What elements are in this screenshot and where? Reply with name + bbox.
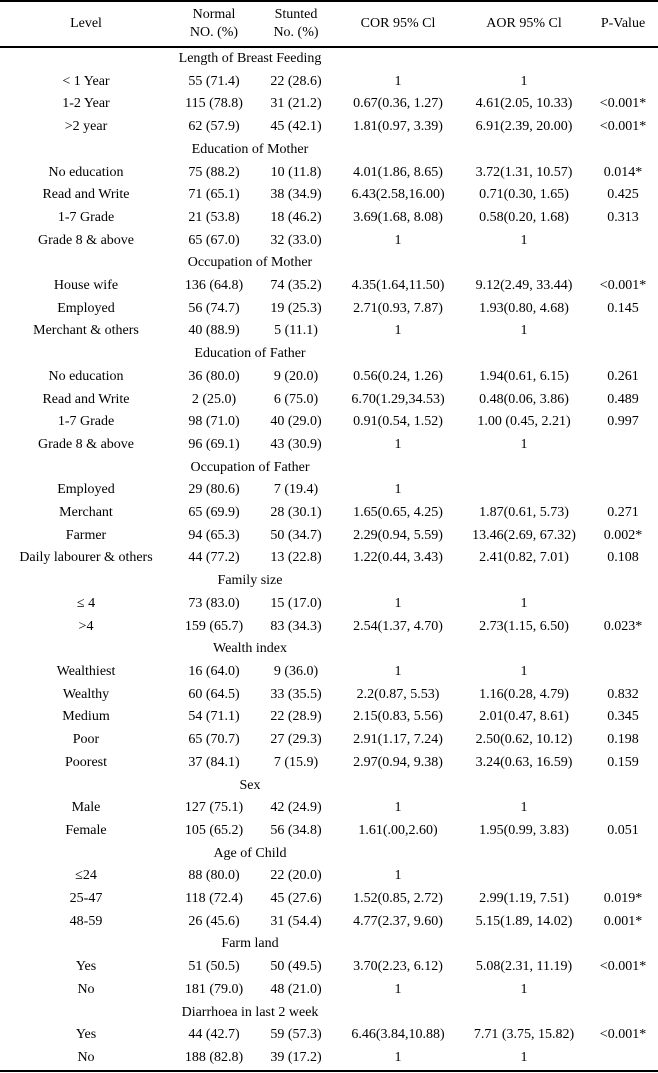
normal-count-cell: 188 (82.8) [184, 1049, 244, 1065]
table-row [0, 979, 658, 1002]
level-cell: Poorest [65, 754, 107, 770]
aor-cell: 1 [520, 73, 528, 89]
stunted-count-cell: 50 (34.7) [270, 527, 322, 543]
cor-cell: 2.29(0.94, 5.59) [353, 527, 443, 543]
normal-count-cell: 105 (65.2) [184, 822, 244, 838]
level-cell: Employed [57, 482, 115, 498]
p-value-cell: <0.001* [599, 1027, 647, 1043]
p-value-cell: 0.832 [607, 686, 639, 702]
aor-cell: 13.46(2.69, 67.32) [472, 527, 576, 543]
section-header-row [0, 457, 658, 480]
table-row [0, 888, 658, 911]
cor-cell: 2.91(1.17, 7.24) [353, 732, 443, 748]
table-row [0, 389, 658, 412]
aor-cell: 2.41(0.82, 7.01) [479, 550, 569, 566]
table-row [0, 1047, 658, 1071]
level-cell: No [77, 981, 95, 997]
stunted-count-cell: 13 (22.8) [270, 550, 322, 566]
aor-cell: 1 [520, 232, 528, 248]
cor-cell: 2.54(1.37, 4.70) [353, 618, 443, 634]
table-row [0, 479, 658, 502]
cor-cell: 0.91(0.54, 1.52) [353, 414, 443, 430]
section-header-row [0, 843, 658, 866]
level-cell: Farmer [65, 527, 107, 543]
table-row [0, 729, 658, 752]
section-header-row [0, 252, 658, 275]
normal-count-cell: 115 (78.8) [185, 96, 243, 112]
normal-count-cell: 21 (53.8) [188, 209, 240, 225]
aor-cell [460, 865, 588, 888]
table-row [0, 366, 658, 389]
level-cell: Yes [75, 959, 97, 975]
column-header-level-label: Level [70, 16, 102, 31]
stunted-count-cell: 5 (11.1) [274, 323, 318, 339]
stunted-count-cell: 38 (34.9) [270, 187, 322, 203]
stunted-count-cell: 31 (54.4) [270, 913, 322, 929]
normal-count-cell: 29 (80.6) [188, 482, 240, 498]
level-cell: 48-59 [69, 913, 103, 929]
cor-cell: 1 [394, 232, 402, 248]
table-body [0, 47, 658, 1071]
level-cell: No education [48, 368, 124, 384]
aor-cell: 3.24(0.63, 16.59) [475, 754, 573, 770]
cor-cell: 1 [394, 663, 402, 679]
section-header-row [0, 47, 658, 71]
normal-count-cell: 60 (64.5) [188, 686, 240, 702]
cor-cell: 1 [394, 800, 402, 816]
level-cell: 1-7 Grade [57, 209, 115, 225]
section-title: Length of Breast Feeding [178, 51, 322, 66]
column-header-stunted [256, 1, 336, 47]
level-cell: 1-2 Year [62, 96, 110, 112]
cor-cell: 3.70(2.23, 6.12) [353, 959, 443, 975]
stunted-count-cell: 9 (20.0) [273, 368, 319, 384]
p-value-cell [588, 1047, 658, 1071]
aor-cell: 1 [520, 436, 528, 452]
aor-cell: 3.72(1.31, 10.57) [475, 164, 573, 180]
normal-count-cell: 36 (80.0) [188, 368, 240, 384]
cor-cell: 1 [394, 595, 402, 611]
table-row [0, 411, 658, 434]
p-value-cell [588, 661, 658, 684]
aor-cell: 0.58(0.20, 1.68) [479, 209, 569, 225]
stunted-count-cell: 6 (75.0) [273, 391, 319, 407]
cor-cell: 6.70(1.29,34.53) [351, 391, 445, 407]
level-cell: Read and Write [42, 391, 130, 407]
level-cell: >4 [78, 618, 94, 634]
section-header-row [0, 933, 658, 956]
section-title: Sex [239, 777, 261, 793]
column-header-stunted-line2: No. (%) [273, 25, 319, 40]
level-cell: No [77, 1049, 95, 1065]
stunted-count-cell: 9 (36.0) [273, 663, 319, 679]
stunted-count-cell: 48 (21.0) [270, 981, 322, 997]
stunted-count-cell: 10 (11.8) [270, 164, 322, 180]
stunted-count-cell: 22 (28.9) [270, 709, 322, 725]
normal-count-cell: 44 (42.7) [188, 1027, 240, 1043]
stunted-count-cell: 74 (35.2) [270, 278, 322, 294]
section-title: Wealth index [213, 641, 287, 657]
table-row [0, 752, 658, 775]
stunted-count-cell: 19 (25.3) [270, 300, 322, 316]
p-value-cell: 0.001* [603, 913, 643, 929]
table-row [0, 184, 658, 207]
p-value-cell: 0.145 [607, 300, 639, 316]
aor-cell: 5.08(2.31, 11.19) [475, 959, 573, 975]
normal-count-cell: 75 (88.2) [188, 164, 240, 180]
section-title: Diarrhoea in last 2 week [181, 1004, 319, 1020]
aor-cell: 1.93(0.80, 4.68) [479, 300, 569, 316]
aor-cell: 1 [520, 595, 528, 611]
column-header-p-value [588, 1, 658, 47]
normal-count-cell: 71 (65.1) [188, 187, 240, 203]
p-value-cell [588, 865, 658, 888]
normal-count-cell: 16 (64.0) [188, 663, 240, 679]
stunted-count-cell: 39 (17.2) [270, 1049, 322, 1065]
aor-cell [460, 479, 588, 502]
normal-count-cell: 159 (65.7) [184, 618, 244, 634]
cor-cell: 1 [394, 482, 402, 498]
cor-cell: 4.77(2.37, 9.60) [353, 913, 443, 929]
stunted-count-cell: 28 (30.1) [270, 505, 322, 521]
table-row [0, 230, 658, 253]
aor-cell: 1 [520, 663, 528, 679]
stunted-count-cell: 40 (29.0) [270, 414, 322, 430]
normal-count-cell: 94 (65.3) [188, 527, 240, 543]
section-title: Education of Mother [191, 141, 309, 157]
level-cell: Yes [75, 1027, 97, 1043]
aor-cell: 0.48(0.06, 3.86) [479, 391, 569, 407]
table-row [0, 93, 658, 116]
p-value-cell [588, 479, 658, 502]
p-value-cell: 0.489 [607, 391, 639, 407]
column-header-aor [460, 1, 588, 47]
normal-count-cell: 62 (57.9) [188, 119, 240, 135]
cor-cell: 1 [394, 73, 402, 89]
aor-cell: 6.91(2.39, 20.00) [475, 119, 573, 135]
normal-count-cell: 98 (71.0) [188, 414, 240, 430]
level-cell: Poor [72, 732, 100, 748]
aor-cell: 1.16(0.28, 4.79) [479, 686, 569, 702]
table-row [0, 116, 658, 139]
table-row [0, 502, 658, 525]
column-header-cor [336, 1, 460, 47]
table-row [0, 298, 658, 321]
cor-cell: 3.69(1.68, 8.08) [353, 209, 443, 225]
table-row [0, 525, 658, 548]
p-value-cell: 0.051 [607, 822, 639, 838]
section-header-row [0, 570, 658, 593]
column-header-aor-label: AOR 95% Cl [486, 16, 562, 31]
column-header-normal [172, 1, 256, 47]
p-value-cell: <0.001* [599, 959, 647, 975]
aor-cell: 4.61(2.05, 10.33) [475, 96, 573, 112]
p-value-cell [588, 320, 658, 343]
aor-cell: 1.87(0.61, 5.73) [479, 505, 569, 521]
column-header-stunted-line1: Stunted [274, 7, 318, 22]
p-value-cell [588, 797, 658, 820]
normal-count-cell: 127 (75.1) [184, 800, 244, 816]
level-cell: No education [48, 164, 124, 180]
cor-cell: 0.56(0.24, 1.26) [353, 368, 443, 384]
p-value-cell: 0.108 [607, 550, 639, 566]
aor-cell: 1.00 (0.45, 2.21) [477, 414, 571, 430]
section-header-row [0, 139, 658, 162]
stunted-count-cell: 45 (42.1) [270, 119, 322, 135]
level-cell: Merchant [59, 505, 113, 521]
cor-cell: 1 [394, 868, 402, 884]
cor-cell: 2.71(0.93, 7.87) [353, 300, 443, 316]
p-value-cell: <0.001* [599, 96, 647, 112]
table-row [0, 797, 658, 820]
table-row [0, 547, 658, 570]
level-cell: 25-47 [69, 891, 103, 907]
stunted-count-cell: 27 (29.3) [270, 732, 322, 748]
p-value-cell: 0.023* [603, 618, 643, 634]
section-header-row [0, 638, 658, 661]
aor-cell: 1.95(0.99, 3.83) [479, 822, 569, 838]
normal-count-cell: 37 (84.1) [188, 754, 240, 770]
stunted-count-cell: 42 (24.9) [270, 800, 322, 816]
aor-cell: 2.01(0.47, 8.61) [479, 709, 569, 725]
aor-cell: 1 [520, 323, 528, 339]
normal-count-cell: 2 (25.0) [191, 391, 237, 407]
table-row [0, 275, 658, 298]
p-value-cell: 0.313 [607, 209, 639, 225]
table-row [0, 207, 658, 230]
normal-count-cell: 136 (64.8) [184, 278, 244, 294]
cor-cell: 1.22(0.44, 3.43) [353, 550, 443, 566]
cor-cell: 1 [394, 436, 402, 452]
p-value-cell: 0.014* [603, 164, 643, 180]
normal-count-cell: 51 (50.5) [188, 959, 240, 975]
cor-cell: 6.46(3.84,10.88) [351, 1027, 445, 1043]
p-value-cell: 0.425 [607, 187, 639, 203]
table-row [0, 162, 658, 185]
p-value-cell: 0.019* [603, 891, 643, 907]
stunted-count-cell: 43 (30.9) [270, 436, 322, 452]
p-value-cell: <0.001* [599, 278, 647, 294]
table-row [0, 820, 658, 843]
p-value-cell: 0.997 [607, 414, 639, 430]
aor-cell: 2.73(1.15, 6.50) [479, 618, 569, 634]
level-cell: ≤24 [75, 868, 97, 884]
level-cell: Wealthy [62, 686, 110, 702]
section-header-row [0, 1002, 658, 1025]
normal-count-cell: 26 (45.6) [188, 913, 240, 929]
level-cell: Male [71, 800, 101, 816]
aor-cell: 9.12(2.49, 33.44) [475, 278, 573, 294]
section-title: Farm land [221, 936, 279, 952]
column-header-p-value-label: P-Value [600, 16, 646, 31]
normal-count-cell: 118 (72.4) [185, 891, 243, 907]
normal-count-cell: 65 (67.0) [188, 232, 240, 248]
cor-cell: 4.01(1.86, 8.65) [353, 164, 443, 180]
cor-cell: 4.35(1.64,11.50) [351, 278, 445, 294]
table-header-row [0, 1, 658, 47]
normal-count-cell: 55 (71.4) [188, 73, 240, 89]
cor-cell: 1 [394, 323, 402, 339]
cor-cell: 2.15(0.83, 5.56) [353, 709, 443, 725]
level-cell: House wife [53, 278, 119, 294]
section-title: Occupation of Father [190, 459, 310, 475]
section-header-row [0, 775, 658, 798]
table-row [0, 911, 658, 934]
section-title: Education of Father [194, 346, 306, 362]
normal-count-cell: 44 (77.2) [188, 550, 240, 566]
level-cell: Wealthiest [56, 663, 116, 679]
cor-cell: 1.52(0.85, 2.72) [353, 891, 443, 907]
p-value-cell: 0.261 [607, 368, 639, 384]
level-cell: 1-7 Grade [57, 414, 115, 430]
table-row [0, 865, 658, 888]
table-row [0, 956, 658, 979]
p-value-cell [588, 593, 658, 616]
table-row [0, 1024, 658, 1047]
cor-cell: 6.43(2.58,16.00) [351, 187, 445, 203]
stunted-count-cell: 59 (57.3) [270, 1027, 322, 1043]
stunted-count-cell: 45 (27.6) [270, 891, 322, 907]
aor-cell: 1 [520, 1049, 528, 1065]
normal-count-cell: 65 (70.7) [188, 732, 240, 748]
level-cell: Employed [57, 300, 115, 316]
p-value-cell [588, 979, 658, 1002]
normal-count-cell: 73 (83.0) [188, 595, 240, 611]
normal-count-cell: 40 (88.9) [188, 323, 240, 339]
stunted-count-cell: 7 (15.9) [273, 754, 319, 770]
stunted-count-cell: 7 (19.4) [273, 482, 319, 498]
p-value-cell [588, 434, 658, 457]
aor-cell: 0.71(0.30, 1.65) [479, 187, 569, 203]
normal-count-cell: 181 (79.0) [184, 981, 244, 997]
stunted-count-cell: 50 (49.5) [270, 959, 322, 975]
section-header-row [0, 343, 658, 366]
cor-cell: 2.2(0.87, 5.53) [356, 686, 440, 702]
table-row [0, 684, 658, 707]
aor-cell: 2.99(1.19, 7.51) [479, 891, 569, 907]
aor-cell: 2.50(0.62, 10.12) [475, 732, 573, 748]
level-cell: Merchant & others [33, 323, 139, 339]
level-cell: Daily labourer & others [19, 550, 153, 566]
level-cell: >2 year [64, 119, 108, 135]
table-row [0, 661, 658, 684]
cor-cell: 2.97(0.94, 9.38) [353, 754, 443, 770]
aor-cell: 1.94(0.61, 6.15) [479, 368, 569, 384]
level-cell: Read and Write [42, 187, 130, 203]
table-row [0, 71, 658, 94]
section-title: Family size [217, 573, 283, 589]
cor-cell: 1 [394, 981, 402, 997]
p-value-cell: 0.002* [603, 527, 643, 543]
stunted-count-cell: 32 (33.0) [270, 232, 322, 248]
level-cell: < 1 Year [62, 73, 110, 89]
p-value-cell: 0.198 [607, 732, 639, 748]
stunted-count-cell: 22 (20.0) [270, 868, 322, 884]
column-header-normal-line1: Normal [192, 7, 236, 22]
stunted-count-cell: 31 (21.2) [270, 96, 322, 112]
aor-cell: 1 [520, 800, 528, 816]
column-header-cor-label: COR 95% Cl [360, 16, 436, 31]
column-header-normal-line2: NO. (%) [189, 25, 239, 40]
normal-count-cell: 96 (69.1) [188, 436, 240, 452]
p-value-cell [588, 71, 658, 94]
stunted-count-cell: 15 (17.0) [270, 595, 322, 611]
aor-cell: 7.71 (3.75, 15.82) [473, 1027, 575, 1043]
level-cell: ≤ 4 [76, 595, 96, 611]
table-row [0, 706, 658, 729]
normal-count-cell: 56 (74.7) [188, 300, 240, 316]
table-row [0, 320, 658, 343]
p-value-cell: 0.345 [607, 709, 639, 725]
stunted-count-cell: 56 (34.8) [270, 822, 322, 838]
level-cell: Female [65, 822, 107, 838]
normal-count-cell: 88 (80.0) [188, 868, 240, 884]
stunted-count-cell: 33 (35.5) [270, 686, 322, 702]
cor-cell: 1.81(0.97, 3.39) [353, 119, 443, 135]
cor-cell: 1.65(0.65, 4.25) [353, 505, 443, 521]
table-row [0, 434, 658, 457]
stunted-count-cell: 83 (34.3) [270, 618, 322, 634]
stunted-count-cell: 22 (28.6) [270, 73, 322, 89]
level-cell: Medium [62, 709, 110, 725]
p-value-cell: <0.001* [599, 119, 647, 135]
p-value-cell: 0.271 [607, 505, 639, 521]
aor-cell: 5.15(1.89, 14.02) [475, 913, 573, 929]
cor-cell: 0.67(0.36, 1.27) [353, 96, 443, 112]
normal-count-cell: 54 (71.1) [188, 709, 240, 725]
aor-cell: 1 [520, 981, 528, 997]
level-cell: Grade 8 & above [37, 232, 135, 248]
p-value-cell: 0.159 [607, 754, 639, 770]
cor-cell: 1.61(.00,2.60) [358, 822, 438, 838]
table-row [0, 593, 658, 616]
section-title: Age of Child [213, 845, 287, 861]
normal-count-cell: 65 (69.9) [188, 505, 240, 521]
stunted-count-cell: 18 (46.2) [270, 209, 322, 225]
column-header-level [0, 1, 172, 47]
p-value-cell [588, 230, 658, 253]
section-title: Occupation of Mother [187, 255, 313, 271]
level-cell: Grade 8 & above [37, 436, 135, 452]
cor-cell: 1 [394, 1049, 402, 1065]
table-row [0, 616, 658, 639]
